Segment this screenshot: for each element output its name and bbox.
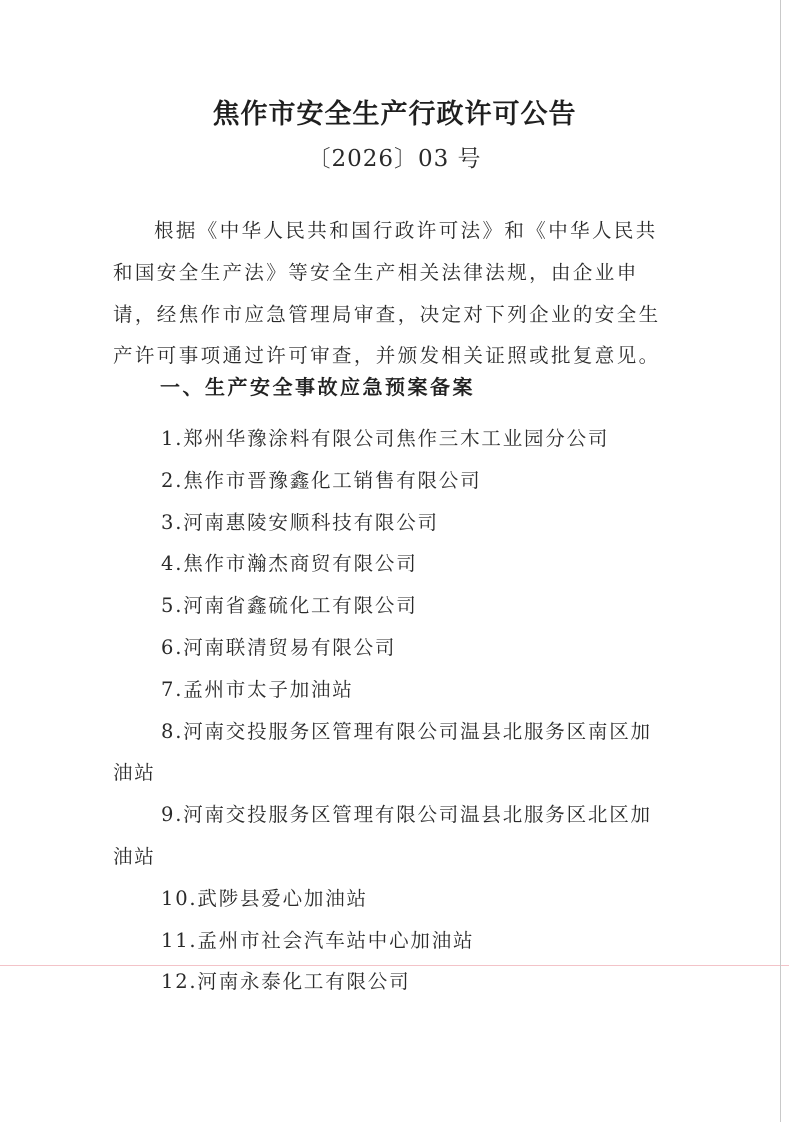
list-item: 3.河南惠陵安顺科技有限公司 bbox=[161, 510, 439, 534]
intro-paragraph: 根据《中华人民共和国行政许可法》和《中华人民共和国安全生产法》等安全生产相关法律法规，由企业申请，经焦作市应急管理局审查，决定对下列企业的安全生产许可事项通过许可审查，并颁发相关证照或批复意见。 bbox=[113, 219, 661, 368]
enterprise-list bbox=[113, 418, 673, 1003]
list-item: 7.孟州市太子加油站 bbox=[161, 677, 354, 701]
list-item: 6.河南联清贸易有限公司 bbox=[161, 635, 397, 659]
list-item: 4.焦作市瀚杰商贸有限公司 bbox=[161, 552, 418, 576]
fold-line bbox=[0, 965, 789, 966]
list-item: 1.郑州华豫涂料有限公司焦作三木工业园分公司 bbox=[161, 427, 610, 450]
list-item: 12.河南永泰化工有限公司 bbox=[161, 970, 411, 994]
list-item: 2.焦作市晋豫鑫化工销售有限公司 bbox=[161, 468, 482, 492]
page-edge bbox=[780, 0, 781, 1122]
list-item: 5.河南省鑫硫化工有限公司 bbox=[161, 594, 418, 618]
list-item: 10.武陟县爱心加油站 bbox=[161, 886, 368, 910]
list-item: 11.孟州市社会汽车站中心加油站 bbox=[161, 928, 475, 952]
document-title: 焦作市安全生产行政许可公告 bbox=[212, 99, 577, 130]
section-heading: 一、生产安全事故应急预案备案 bbox=[160, 375, 475, 399]
list-item: 8.河南交投服务区管理有限公司温县北服务区南区加油站 bbox=[113, 719, 652, 785]
document-number: 〔2026〕03 号 bbox=[307, 146, 482, 172]
list-item: 9.河南交投服务区管理有限公司温县北服务区北区加油站 bbox=[113, 803, 652, 868]
